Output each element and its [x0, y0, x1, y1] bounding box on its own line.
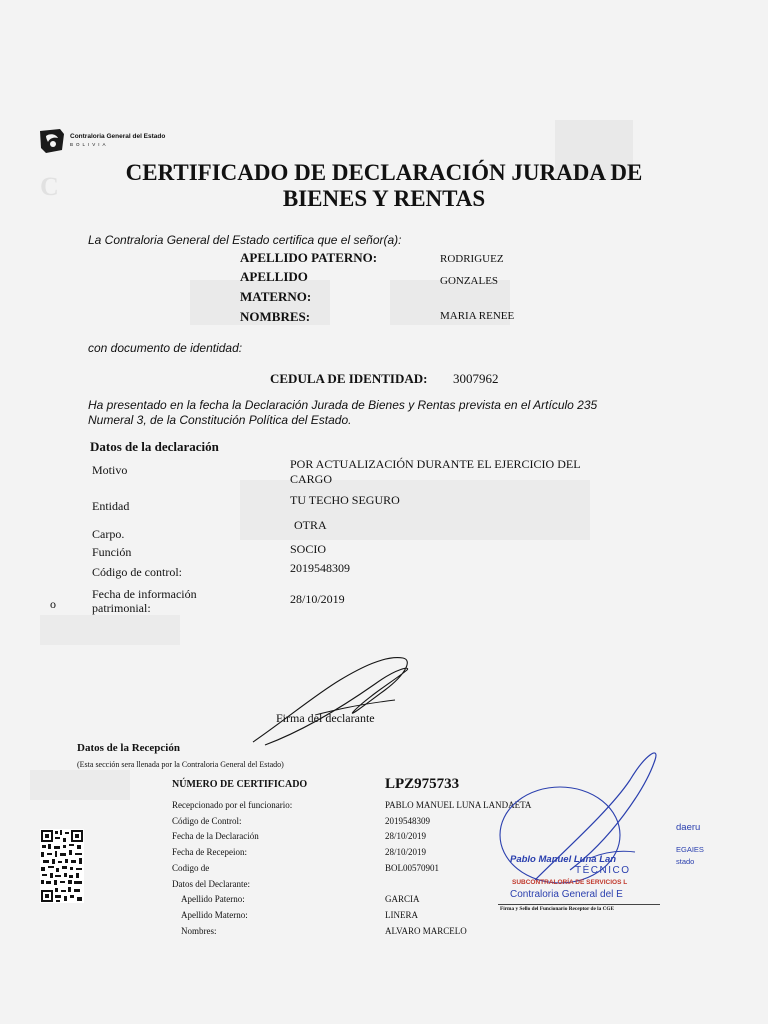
recepcion-value: BOL00570901: [385, 862, 439, 873]
funcion-value: SOCIO: [290, 542, 327, 556]
title-line-1: CERTIFICADO DE DECLARACIÓN JURADA DE: [125, 160, 643, 185]
recepcion-value: 28/10/2019: [385, 847, 427, 858]
fecha-label-1: Fecha de información: [92, 587, 197, 601]
fecha-label-2: patrimonial:: [92, 601, 151, 615]
recepcion-value: GARCIA: [385, 894, 420, 905]
entidad-label: Entidad: [92, 499, 130, 513]
declarant-signature: [245, 650, 420, 750]
document-intro: con documento de identidad:: [88, 341, 243, 355]
paterno-label: APELLIDO PATERNO:: [240, 250, 378, 265]
show-through-block: [240, 480, 590, 540]
numero-certificado-label: NÚMERO DE CERTIFICADO: [172, 779, 308, 790]
cedula-value: 3007962: [453, 371, 499, 386]
recepcion-label: Nombres:: [181, 925, 217, 936]
official-stamp: [470, 740, 670, 900]
show-through-title: C​: [40, 172, 150, 201]
fecha-value: 28/10/2019: [290, 592, 345, 606]
stamp-unit: SUBCONTRALORÍA DE SERVICIOS L: [512, 879, 628, 886]
motivo-label: Motivo: [92, 463, 128, 477]
logo-text: [70, 133, 165, 149]
nombres-label: NOMBRES:: [240, 309, 311, 324]
stamp-edge-text: EGAIES: [676, 845, 704, 854]
codigo-control-label: Código de control:: [92, 565, 182, 579]
numero-certificado-value: LPZ975733: [385, 776, 460, 792]
stamp-org: Contraloria General del E: [510, 889, 623, 900]
recepcion-label: Fecha de la Declaración: [172, 831, 259, 842]
show-through-block: [30, 770, 130, 800]
stamp-name: Pablo Manuel Luna Lan: [510, 854, 617, 865]
recepcion-labels: [172, 798, 292, 939]
shield-logo-icon: [38, 128, 66, 154]
recepcion-value: LINERA: [385, 909, 418, 920]
recepcion-label: Apellido Materno:: [181, 909, 248, 920]
materno-value: GONZALES: [440, 275, 499, 287]
nombres-value: MARIA RENEE: [440, 310, 515, 322]
recepcion-label: Codigo de: [172, 862, 210, 873]
stamp-divider: [498, 904, 660, 905]
motivo-value-1: POR ACTUALIZACIÓN DURANTE EL EJERCICIO DEL: [290, 457, 581, 471]
presented-line-2: Numeral 3, de la Constitución Política del Estado.: [88, 413, 352, 427]
cargo-value: OTRA: [294, 518, 327, 532]
recepcion-label: Datos del Declarante:: [172, 878, 250, 889]
materno-label-2: MATERNO:: [240, 289, 312, 304]
stamp-edge-text: daeru: [676, 822, 701, 833]
recepcion-value: ALVARO MARCELO: [385, 925, 467, 936]
recepcion-value: PABLO MANUEL LUNA LANDAETA: [385, 800, 532, 810]
stamp-caption: Firma y Sello del Funcionario Receptor de la CGE: [500, 906, 615, 912]
recepcion-label: Apellido Paterno:: [181, 894, 245, 905]
cargo-label: Carpo.: [92, 527, 125, 541]
qr-code-icon: [40, 829, 84, 903]
funcion-label: Función: [92, 545, 132, 559]
recepcion-value: 28/10/2019: [385, 831, 427, 842]
motivo-value-2: CARGO: [290, 472, 333, 486]
recepcion-note: (Esta sección sera llenada por la Contraloria General del Estado): [77, 760, 284, 769]
stamp-edge-text: stado: [676, 857, 695, 866]
paterno-value: RODRIGUEZ: [440, 253, 504, 265]
certificate-title: [0, 160, 768, 212]
recepcion-label: Fecha de Recepeion:: [172, 847, 247, 858]
entidad-value: TU TECHO SEGURO: [290, 493, 400, 507]
recepcion-value: 2019548309: [385, 815, 430, 826]
title-line-2: BIENES Y RENTAS: [282, 186, 486, 211]
stamp-role: TÉCNICO: [575, 865, 631, 876]
org-country: BOLIVIA: [70, 142, 109, 147]
show-through-block: [40, 615, 180, 645]
declaracion-section-title: Datos de la declaración: [90, 439, 219, 454]
cedula-label: CEDULA DE IDENTIDAD:: [270, 371, 428, 386]
recepcion-label: Código de Control:: [172, 815, 242, 826]
presented-line-1: Ha presentado en la fecha la Declaración Jurada de Bienes y Rentas prevista en el Artículo 235: [88, 398, 598, 412]
intro-text: La Contraloria General del Estado certifica que el señor(a):: [88, 233, 402, 247]
org-name: Contraloria General del Estado: [70, 133, 166, 140]
stray-mark: o: [50, 597, 56, 611]
codigo-control-value: 2019548309: [290, 561, 350, 575]
recepcion-section-title: Datos de la Recepción: [77, 742, 180, 754]
signature-label: Firma del declarante: [276, 711, 375, 725]
recepcion-label: Recepcionado por el funcionario:: [172, 800, 293, 810]
materno-label-1: APELLIDO: [240, 269, 308, 284]
